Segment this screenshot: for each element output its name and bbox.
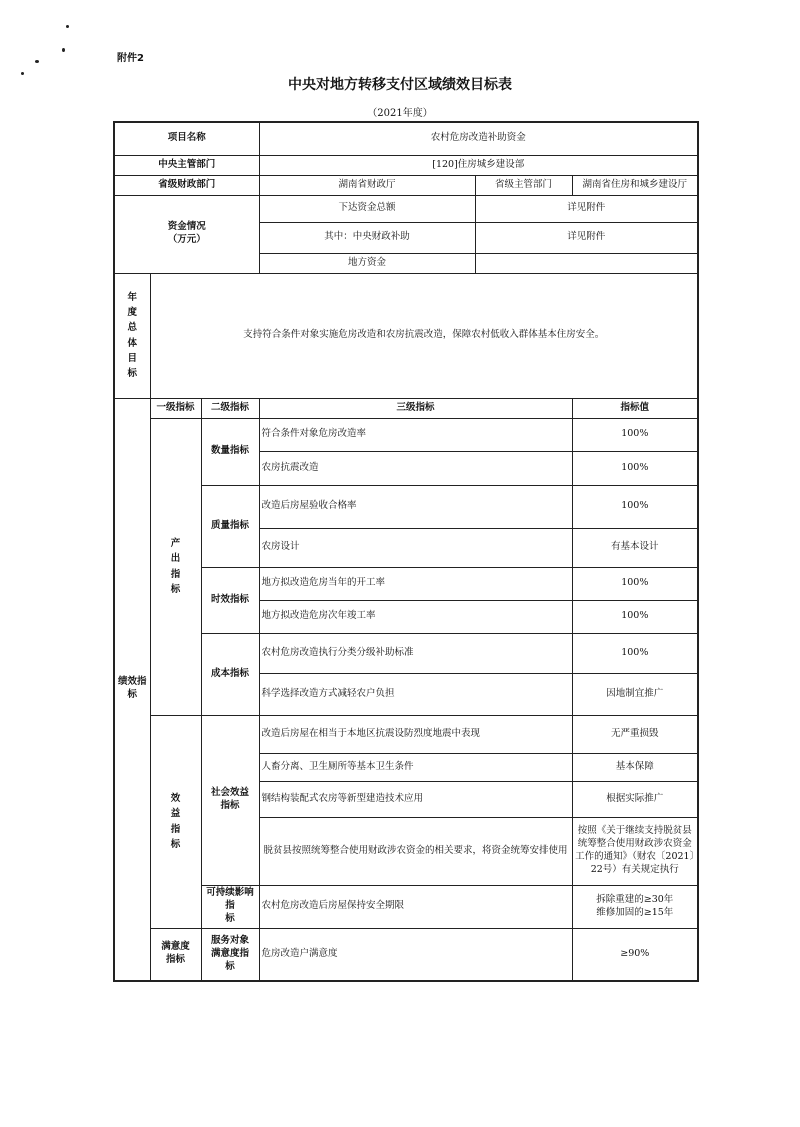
indicator-value: 100% bbox=[572, 485, 698, 528]
scan-speck bbox=[66, 25, 69, 28]
indicator-value-line: 维修加固的≥15年 bbox=[596, 906, 674, 918]
funds-unit-text: （万元） bbox=[167, 234, 206, 245]
satisfaction-indicator-label: 满意度 指标 bbox=[150, 928, 201, 981]
header-level3: 三级指标 bbox=[259, 398, 572, 418]
scan-speck bbox=[62, 48, 65, 52]
indicator-value: 100% bbox=[572, 418, 698, 451]
indicator-value: 100% bbox=[572, 633, 698, 673]
project-name-value: 农村危房改造补助资金 bbox=[259, 122, 698, 155]
indicator-value: 无严重损毁 bbox=[572, 715, 698, 753]
cost-indicator-label: 成本指标 bbox=[201, 633, 259, 715]
central-dept-value: [120]住房城乡建设部 bbox=[259, 155, 698, 175]
funds-row-label: 地方资金 bbox=[259, 253, 475, 273]
goal-label-text: 年 度 总 体 目 标 bbox=[127, 291, 137, 379]
indicator-value: 100% bbox=[572, 600, 698, 633]
output-indicator-label: 产 出 指 标 bbox=[150, 418, 201, 715]
service-satisfaction-indicator-label: 服务对象 满意度指 标 bbox=[201, 928, 259, 981]
funds-label-text: 资金情况 bbox=[167, 221, 206, 233]
scan-speck bbox=[35, 60, 39, 63]
indicator-value: 有基本设计 bbox=[572, 528, 698, 567]
indicator-value: 因地制宜推广 bbox=[572, 673, 698, 715]
indicator-value: 基本保障 bbox=[572, 753, 698, 781]
funds-row-value bbox=[475, 253, 698, 273]
indicator-name: 危房改造户满意度 bbox=[259, 928, 572, 981]
goal-label bbox=[114, 273, 150, 398]
central-dept-label: 中央主管部门 bbox=[114, 155, 259, 175]
indicator-name: 农村危房改造后房屋保持安全期限 bbox=[259, 885, 572, 928]
indicator-value: 100% bbox=[572, 567, 698, 600]
indicator-value: ≥90% bbox=[572, 928, 698, 981]
indicator-name: 改造后房屋在相当于本地区抗震设防烈度地震中表现 bbox=[259, 715, 572, 753]
header-level2: 二级指标 bbox=[201, 398, 259, 418]
funds-row-value: 详见附件 bbox=[475, 222, 698, 253]
indicator-name: 农房抗震改造 bbox=[259, 451, 572, 485]
funds-row-label: 下达资金总额 bbox=[259, 195, 475, 222]
indicator-name: 农村危房改造执行分类分级补助标准 bbox=[259, 633, 572, 673]
indicator-name: 改造后房屋验收合格率 bbox=[259, 485, 572, 528]
indicator-name: 科学选择改造方式减轻农户负担 bbox=[259, 673, 572, 715]
social-benefit-indicator-label: 社会效益 指标 bbox=[201, 715, 259, 885]
project-name-label: 项目名称 bbox=[114, 122, 259, 155]
funds-row-label: 其中：中央财政补助 bbox=[259, 222, 475, 253]
attachment-label: 附件2 bbox=[117, 53, 144, 64]
goal-text: 支持符合条件对象实施危房改造和农房抗震改造，保障农村低收入群体基本住房安全。 bbox=[150, 273, 698, 398]
performance-target-table bbox=[113, 121, 699, 982]
funds-row-value: 详见附件 bbox=[475, 195, 698, 222]
indicator-value: 按照《关于继续支持脱贫县统筹整合使用财政涉农资金工作的通知》（财农〔2021〕22号）有关规定执行 bbox=[572, 817, 698, 885]
timeliness-indicator-label: 时效指标 bbox=[201, 567, 259, 633]
prov-finance-value: 湖南省财政厅 bbox=[259, 175, 475, 195]
quality-indicator-label: 质量指标 bbox=[201, 485, 259, 567]
quantity-indicator-label: 数量指标 bbox=[201, 418, 259, 485]
indicator-value: 根据实际推广 bbox=[572, 781, 698, 817]
year-label: （2021年度） bbox=[367, 108, 433, 119]
indicator-name: 农房设计 bbox=[259, 528, 572, 567]
header-value: 指标值 bbox=[572, 398, 698, 418]
indicator-name: 地方拟改造危房当年的开工率 bbox=[259, 567, 572, 600]
indicator-value bbox=[572, 885, 698, 928]
indicator-name: 符合条件对象危房改造率 bbox=[259, 418, 572, 451]
benefit-indicator-label: 效 益 指 标 bbox=[150, 715, 201, 928]
prov-finance-label: 省级财政部门 bbox=[114, 175, 259, 195]
indicator-name: 钢结构装配式农房等新型建造技术应用 bbox=[259, 781, 572, 817]
indicator-name: 人畜分离、卫生厕所等基本卫生条件 bbox=[259, 753, 572, 781]
indicator-value: 100% bbox=[572, 451, 698, 485]
indicators-section-label: 绩效指标 bbox=[114, 398, 150, 981]
page-title: 中央对地方转移支付区域绩效目标表 bbox=[288, 77, 512, 93]
header-level1: 一级指标 bbox=[150, 398, 201, 418]
prov-dept-label: 省级主管部门 bbox=[475, 175, 572, 195]
indicator-value-line: 拆除重建的≥30年 bbox=[596, 893, 674, 905]
sustain-indicator-label: 可持续影响 指 标 bbox=[201, 885, 259, 928]
funds-label bbox=[114, 195, 259, 273]
indicator-name: 脱贫县按照统筹整合使用财政涉农资金的相关要求，将资金统筹安排使用 bbox=[259, 817, 572, 885]
prov-dept-value: 湖南省住房和城乡建设厅 bbox=[572, 175, 698, 195]
indicator-name: 地方拟改造危房次年竣工率 bbox=[259, 600, 572, 633]
